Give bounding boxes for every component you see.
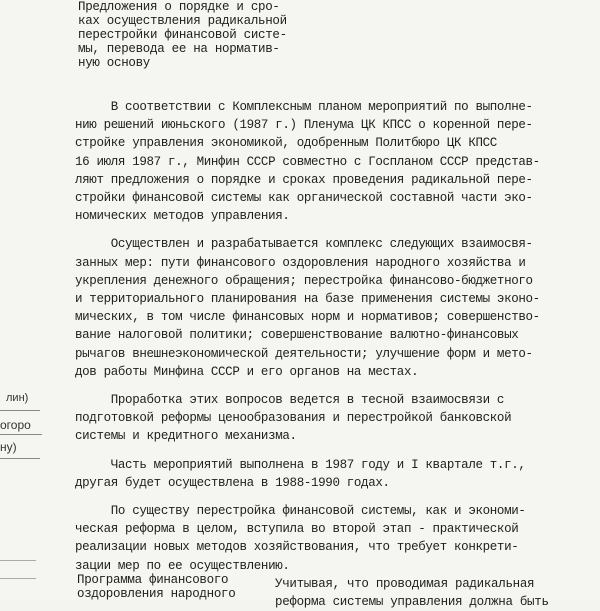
paragraph-3: Проработка этих вопросов ведется в тесной взаимосвязи с подготовкой реформы ценообразования и перестройкой банковской системы и кредитного механизма.: [75, 393, 512, 444]
margin-rule: [0, 434, 42, 435]
margin-rule: [0, 458, 40, 459]
paragraph-4: Часть мероприятий выполнена в 1987 году и I квартале т.г., другая будет осуществлена в 1988-1990 годах.: [75, 457, 526, 490]
section-heading-left: Программа финансового оздоровления народного: [77, 573, 236, 601]
margin-fragment-middle: огоро: [0, 418, 31, 432]
margin-rule: [0, 560, 36, 561]
paragraph-5: По существу перестройка финансовой системы, как и экономи- ческая реформа в целом, вступила во второй этап - практической реализации новых методов хозяйствования, что требует конкрети- зации мер по ее осуществлению.: [75, 504, 526, 573]
margin-rule: [0, 410, 40, 411]
margin-fragment-lower: ну): [0, 440, 17, 454]
document-title: Предложения о порядке и сро- ках осуществления радикальной перестройки финансовой систе- мы, перевода ее на норматив- ную основу: [78, 0, 287, 70]
paragraph-2: Осуществлен и разрабатывается комплекс следующих взаимосвя- занных мер: пути финансового оздоровления народного хозяйства и укрепления денежного обращения; перестройка финансово-бюджетного и территориального планирования на базе применения системы эконо- мических, в том числе финансовых норм и нормативов; совершенство- вание налоговой политики; совершенствование валютно-финансовых рычагов внешнеэкономической деятельности; улучшение форм и мето- дов работы Минфина СССР и его органов на местах.: [75, 237, 540, 379]
document-body: [75, 98, 575, 585]
section-text-right: Учитывая, что проводимая радикальная реформа системы управления должна быть: [275, 577, 549, 609]
margin-fragment-top: лин): [6, 392, 29, 404]
margin-rule: [0, 578, 36, 579]
paragraph-1: В соответствии с Комплексным планом мероприятий по выполне- нию решений июньского (1987 г.) Пленума ЦК КПСС о коренной пере- стройке управления экономикой, одобренным Политбюро ЦК КПСС 16 июля 1987 г., Минфин СССР совместно с Госпланом СССР представ- ляют предложения о порядке и сроках проведения радикальной пере- стройки финансовой системы как органической составной части эко- номических методов управления.: [75, 100, 540, 224]
